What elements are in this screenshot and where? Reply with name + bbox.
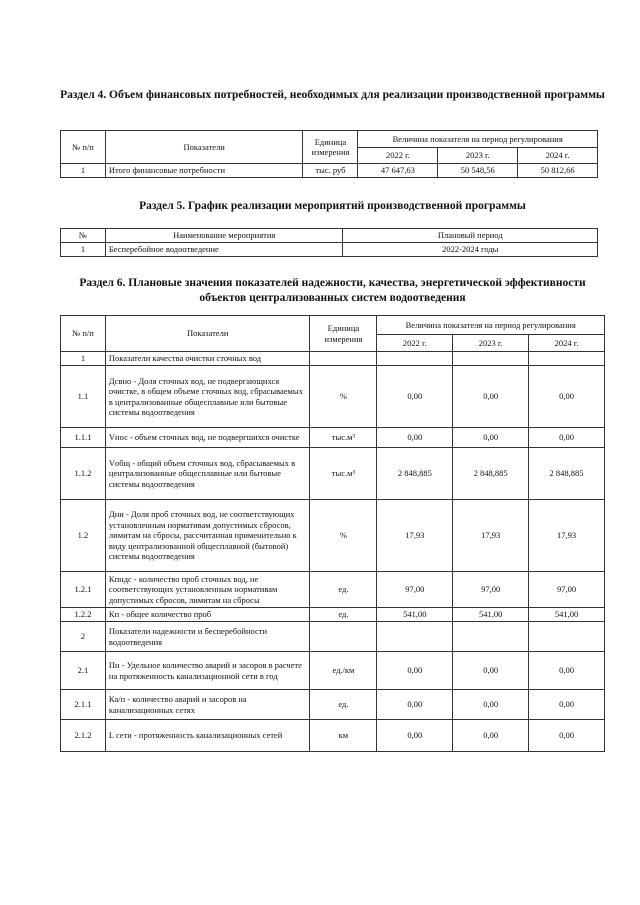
cell-value-2022: 17,93 <box>377 500 453 572</box>
cell-num: 2.1 <box>61 652 106 690</box>
table-row <box>61 572 605 608</box>
cell-num: 1 <box>61 243 106 257</box>
cell-value-2024 <box>529 352 605 366</box>
cell-value-2022: 0,00 <box>377 366 453 428</box>
cell-unit: км <box>310 720 377 752</box>
cell-value-2024 <box>529 622 605 652</box>
table-row <box>61 622 605 652</box>
cell-value-2022: 2 848,885 <box>377 448 453 500</box>
header-planned-period: Плановый период <box>343 229 598 243</box>
cell-name: Дни - Доля проб сточных вод, не соответствующих установленным нормативам допустимых сбросов, лимитам на сбросы, рассчитанная применительно к виду централизованной общесплавной (бытовой) системы водоотведения <box>105 500 310 572</box>
cell-value-2024: 541,00 <box>529 608 605 622</box>
header-year-2024: 2024 г. <box>518 148 598 164</box>
header-period: Величина показателя на период регулирования <box>377 316 605 335</box>
cell-num: 2.1.1 <box>61 690 106 720</box>
cell-value-2023: 0,00 <box>453 428 529 448</box>
header-unit: Единица измерения <box>310 316 377 352</box>
cell-name: Показатели качества очистки сточных вод <box>105 352 310 366</box>
cell-value-2022: 0,00 <box>377 720 453 752</box>
cell-value-2024: 2 848,885 <box>529 448 605 500</box>
cell-value-2024: 97,00 <box>529 572 605 608</box>
cell-unit: ед. <box>310 690 377 720</box>
cell-unit: ед./км <box>310 652 377 690</box>
table-row <box>61 608 605 622</box>
cell-unit: % <box>310 500 377 572</box>
cell-unit: % <box>310 366 377 428</box>
cell-name: Дсвно - Доля сточных вод, не подвергающихся очистке, в общем объеме сточных вод, сбрасываемых в централизованные общесплавные или бытовые системы водоотведения <box>105 366 310 428</box>
cell-unit: тыс.м³ <box>310 428 377 448</box>
cell-value-2024: 50 812,66 <box>518 164 598 178</box>
header-indicator: Показатели <box>105 131 303 164</box>
cell-name: Vнос - объем сточных вод, не подвергшихся очистке <box>105 428 310 448</box>
table-row <box>61 164 598 178</box>
table-row <box>61 448 605 500</box>
cell-value-2024: 0,00 <box>529 428 605 448</box>
table-row <box>61 352 605 366</box>
cell-value-2023: 17,93 <box>453 500 529 572</box>
cell-num: 1.1.2 <box>61 448 106 500</box>
cell-num: 1.2.1 <box>61 572 106 608</box>
cell-name: Кп - общее количество проб <box>105 608 310 622</box>
table-row <box>61 366 605 428</box>
cell-unit: тыс.м³ <box>310 448 377 500</box>
section4-title: Раздел 4. Объем финансовых потребностей, необходимых для реализации производственной программы <box>60 89 605 101</box>
cell-value-2023: 541,00 <box>453 608 529 622</box>
cell-name: L сети - протяженность канализационных сетей <box>105 720 310 752</box>
cell-value-2022: 0,00 <box>377 428 453 448</box>
cell-value-2022: 97,00 <box>377 572 453 608</box>
cell-unit: ед. <box>310 608 377 622</box>
cell-value-2024: 0,00 <box>529 366 605 428</box>
cell-unit: тыс. руб <box>303 164 358 178</box>
cell-value-2022: 0,00 <box>377 652 453 690</box>
cell-num: 2.1.2 <box>61 720 106 752</box>
cell-value-2023: 0,00 <box>453 366 529 428</box>
header-unit: Единица измерения <box>303 131 358 164</box>
cell-unit: ед. <box>310 572 377 608</box>
cell-unit <box>310 352 377 366</box>
cell-value-2024: 0,00 <box>529 652 605 690</box>
table-row <box>61 243 598 257</box>
section5-table <box>60 228 598 257</box>
table-row <box>61 428 605 448</box>
header-event-name: Наименование мероприятия <box>105 229 343 243</box>
cell-value-2022: 47 647,63 <box>358 164 438 178</box>
table-row <box>61 690 605 720</box>
cell-value-2022: 0,00 <box>377 690 453 720</box>
header-num: № п/п <box>61 316 106 352</box>
cell-value-2024: 0,00 <box>529 690 605 720</box>
cell-unit <box>310 622 377 652</box>
section5-title: Раздел 5. График реализации мероприятий производственной программы <box>139 200 526 212</box>
header-num: № п/п <box>61 131 106 164</box>
cell-name: Пн - Удельное количество аварий и засоров в расчете на протяженность канализационной сети в год <box>105 652 310 690</box>
table-row <box>61 500 605 572</box>
cell-name: Кпндс - количество проб сточных вод, не соответствующих установленным нормативам допустимых сбросов, лимитам на сбросы <box>105 572 310 608</box>
cell-num: 1.1 <box>61 366 106 428</box>
cell-value-2023: 50 548,56 <box>438 164 518 178</box>
cell-name: Показатели надежности и бесперебойности водоотведения <box>105 622 310 652</box>
header-period: Величина показателя на период регулирования <box>358 131 598 148</box>
cell-value-2024: 17,93 <box>529 500 605 572</box>
cell-value-2023 <box>453 622 529 652</box>
cell-value-2022: 541,00 <box>377 608 453 622</box>
cell-num: 2 <box>61 622 106 652</box>
cell-value-2024: 0,00 <box>529 720 605 752</box>
cell-value-2023: 0,00 <box>453 720 529 752</box>
cell-value-2022 <box>377 622 453 652</box>
cell-name: Vобщ - общий объем сточных вод, сбрасываемых в централизованные общесплавные или бытовые системы водоотведения <box>105 448 310 500</box>
cell-name: Бесперебойное водоотведение <box>105 243 343 257</box>
header-indicator: Показатели <box>105 316 310 352</box>
header-year-2022: 2022 г. <box>358 148 438 164</box>
table-row <box>61 652 605 690</box>
header-year-2022: 2022 г. <box>377 335 453 352</box>
cell-num: 1.2.2 <box>61 608 106 622</box>
cell-value-2023: 0,00 <box>453 690 529 720</box>
section6-title: Раздел 6. Плановые значения показателей надежности, качества, энергетической эффективности объектов централизованных систем водоотведения <box>79 277 586 304</box>
cell-num: 1.1.1 <box>61 428 106 448</box>
cell-period: 2022-2024 годы <box>343 243 598 257</box>
table-row <box>61 720 605 752</box>
cell-value-2023: 97,00 <box>453 572 529 608</box>
cell-value-2023: 2 848,885 <box>453 448 529 500</box>
header-year-2023: 2023 г. <box>453 335 529 352</box>
cell-value-2023 <box>453 352 529 366</box>
cell-value-2023: 0,00 <box>453 652 529 690</box>
section4-table <box>60 130 598 178</box>
header-year-2023: 2023 г. <box>438 148 518 164</box>
cell-name: Ка/п - количество аварий и засоров на канализационных сетях <box>105 690 310 720</box>
header-year-2024: 2024 г. <box>529 335 605 352</box>
section6-table <box>60 315 605 752</box>
cell-num: 1 <box>61 352 106 366</box>
cell-num: 1.2 <box>61 500 106 572</box>
header-num: № <box>61 229 106 243</box>
cell-name: Итого финансовые потребности <box>105 164 303 178</box>
cell-value-2022 <box>377 352 453 366</box>
cell-num: 1 <box>61 164 106 178</box>
